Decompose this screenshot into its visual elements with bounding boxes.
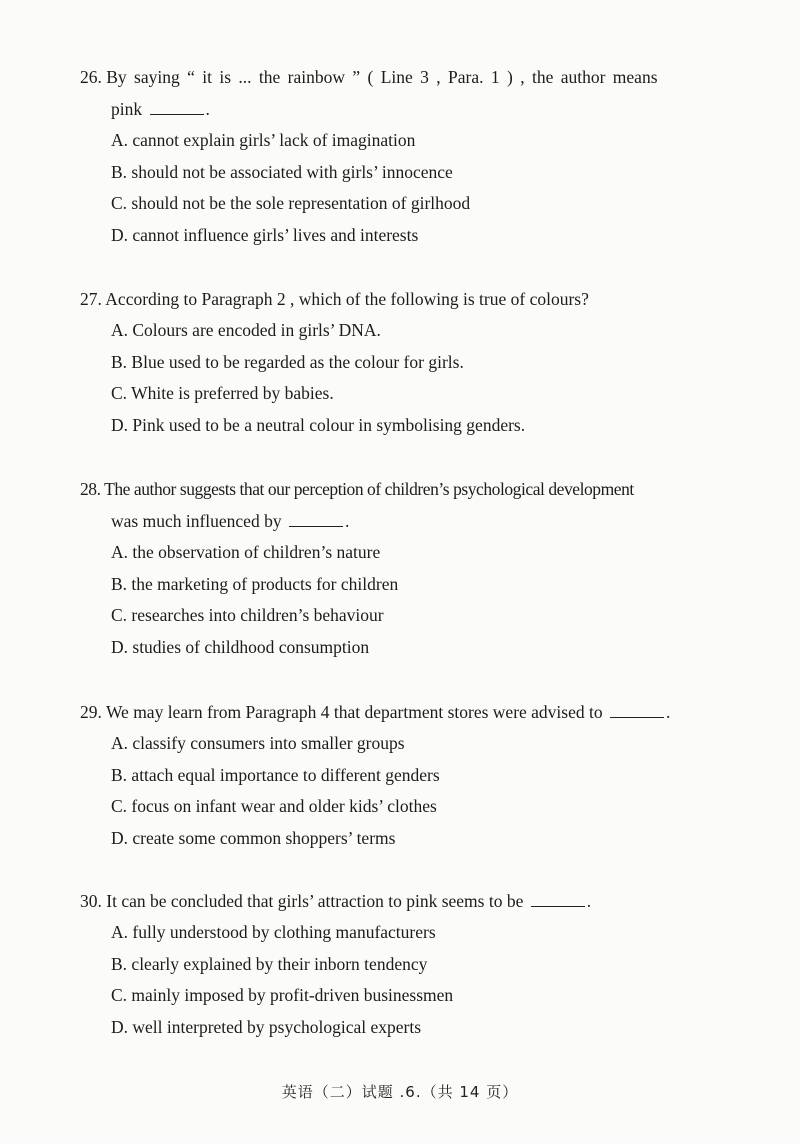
answer-blank [289,509,343,527]
option-c: C. White is preferred by babies. [111,383,334,404]
question-stem-text: According to Paragraph 2 , which of the following is true of colours? [105,289,589,309]
page-footer: 英语（二）试题 .6.（共 14 页） [281,1083,519,1101]
question-stem-text: pink [111,99,143,119]
option-d: D. well interpreted by psychological experts [111,1017,422,1038]
option-c: C. should not be the sole representation of girlhood [111,193,471,214]
question-stem-text: . [586,891,592,911]
question-27 [80,283,720,442]
option-b: B. clearly explained by their inborn tendency [111,953,428,974]
question-stem [80,696,720,728]
question-number: 27. [80,289,102,309]
option-a: A. fully understood by clothing manufacturers [111,922,436,942]
question-stem-text: By saying “ it is ... the rainbow ” ( Line 3 , Para. 1 ) , the author means [106,67,658,87]
option-d: D. create some common shoppers’ terms [111,828,396,849]
question-stem-text: We may learn from Paragraph 4 that department stores were advised to [105,702,603,722]
question-28 [80,473,720,664]
option-a: A. classify consumers into smaller groups [111,733,405,753]
option-d: D. Pink used to be a neutral colour in symbolising genders. [111,415,526,436]
question-29 [80,696,720,855]
answer-blank [531,889,585,907]
option-b: B. should not be associated with girls’ innocence [111,161,453,182]
answer-blank [150,97,204,115]
option-a: A. the observation of children’s nature [111,542,381,562]
option-b: B. Blue used to be regarded as the colour for girls. [111,351,464,372]
option-c: C. focus on infant wear and older kids’ clothes [111,796,437,817]
option-a: A. Colours are encoded in girls’ DNA. [111,320,381,340]
question-number: 28. [80,479,101,499]
question-stem [80,885,720,917]
question-stem-continued [80,505,720,537]
option-d: D. studies of childhood consumption [111,637,370,658]
answer-blank [610,700,664,718]
question-stem [80,283,720,315]
option-b: B. attach equal importance to different genders [111,764,440,785]
question-30 [80,885,720,1044]
question-stem [80,61,720,93]
question-stem [80,473,720,505]
question-stem-text: . [205,99,210,119]
question-number: 29. [80,702,102,722]
option-d: D. cannot influence girls’ lives and interests [111,225,419,246]
question-number: 26. [80,67,102,87]
question-stem-text: . [666,702,671,722]
question-stem-text: It can be concluded that girls’ attraction to pink seems to be [106,891,524,911]
question-stem-text: The author suggests that our perception of children’s psychological development [104,479,634,499]
question-number: 30. [80,891,102,911]
question-stem-text: was much influenced by [111,511,282,531]
question-stem-text: . [344,511,350,531]
question-stem-continued [80,93,720,125]
option-b: B. the marketing of products for children [111,573,399,594]
question-26 [80,61,720,252]
option-a: A. cannot explain girls’ lack of imagination [111,130,416,150]
option-c: C. mainly imposed by profit-driven businessmen [111,985,454,1006]
option-c: C. researches into children’s behaviour [111,605,384,626]
